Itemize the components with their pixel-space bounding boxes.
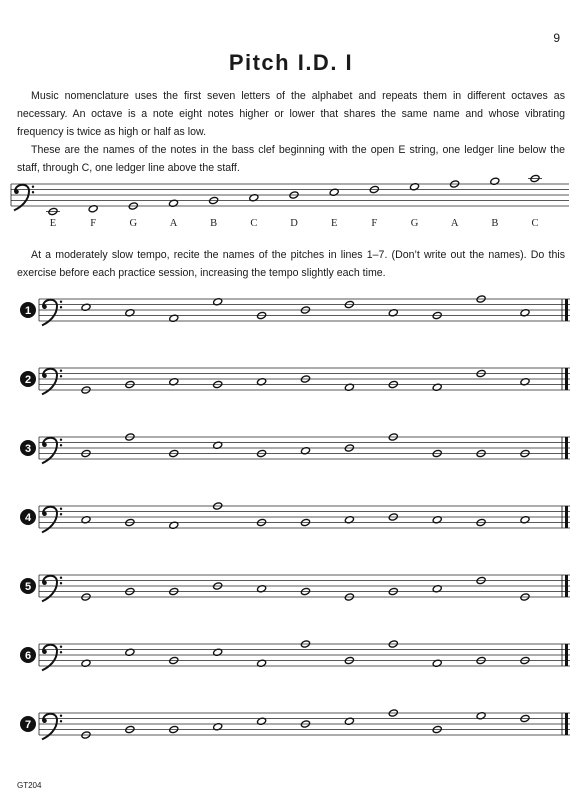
- intro-paragraph-2: These are the names of the notes in the bass clef beginning with the open E string, one ledger line below the staff, through C, one ledger line above the staff.: [17, 144, 565, 174]
- exercise-number: 3: [24, 443, 32, 455]
- bass-clef-icon: [42, 438, 62, 464]
- reference-note-label: E: [330, 218, 338, 229]
- reference-note: [46, 207, 60, 215]
- exercise-number-badge: [20, 440, 36, 456]
- bass-clef-icon: [42, 576, 62, 602]
- reference-note-label: G: [129, 218, 138, 229]
- reference-note-label: G: [410, 218, 419, 229]
- final-barline-thick: [565, 368, 568, 390]
- page-title: Pitch I.D. I: [228, 50, 354, 75]
- bass-clef-icon: [42, 369, 62, 395]
- reference-note-label: C: [531, 218, 539, 229]
- final-barline-thick: [565, 437, 568, 459]
- final-barline-thick: [565, 506, 568, 528]
- exercise-number-badge: [20, 509, 36, 525]
- final-barline-thick: [565, 575, 568, 597]
- reference-note-label: F: [90, 218, 97, 229]
- instructions-text: At a moderately slow tempo, recite the names of the pitches in lines 1–7. (Don’t write out the names). Do this exercise before each practice session, increasing the tempo slightly each time.: [17, 249, 565, 279]
- exercise-number: 1: [24, 305, 32, 317]
- exercise-number-badge: [20, 302, 36, 318]
- exercise-line: [0, 707, 582, 752]
- bass-clef-icon: [42, 300, 62, 326]
- reference-note-label: B: [491, 218, 499, 229]
- bass-clef-icon: [14, 185, 34, 211]
- reference-note-label: D: [290, 218, 298, 229]
- final-barline-thick: [565, 713, 568, 735]
- exercise-number: 4: [24, 512, 32, 524]
- exercise-number: 6: [24, 650, 32, 662]
- reference-note-label: E: [49, 218, 57, 229]
- exercise-line: [0, 293, 582, 338]
- exercise-number-badge: [20, 647, 36, 663]
- exercise-number: 7: [24, 719, 32, 731]
- exercise-line: [0, 500, 582, 545]
- reference-note-label: C: [250, 218, 258, 229]
- exercise-number: 5: [24, 581, 32, 593]
- exercise-line: [0, 638, 582, 683]
- exercise-line: [0, 362, 582, 407]
- exercise-line: [0, 569, 582, 614]
- footer-code: GT204: [17, 781, 42, 790]
- reference-note-label: F: [371, 218, 378, 229]
- exercise-number: 2: [24, 374, 32, 386]
- exercise-line: [0, 431, 582, 476]
- page-number: 9: [553, 31, 560, 45]
- bass-clef-icon: [42, 645, 62, 671]
- bass-clef-icon: [42, 714, 62, 740]
- exercise-number-badge: [20, 716, 36, 732]
- exercise-number-badge: [20, 578, 36, 594]
- note-name-reference-staff: [0, 168, 582, 248]
- bass-clef-icon: [42, 507, 62, 533]
- exercise-number-badge: [20, 371, 36, 387]
- final-barline-thick: [565, 644, 568, 666]
- reference-note: [528, 174, 542, 182]
- reference-note-label: A: [169, 218, 178, 229]
- intro-text: [17, 87, 565, 177]
- exercise-instructions: [17, 246, 565, 282]
- intro-paragraph-1: Music nomenclature uses the first seven letters of the alphabet and repeats them in different octaves as necessary. An octave is a note eight notes higher or lower that shares the same name and whose vibrating frequency is twice as high or half as low.: [17, 90, 565, 138]
- reference-note-label: A: [450, 218, 459, 229]
- final-barline-thick: [565, 299, 568, 321]
- reference-note-label: B: [210, 218, 218, 229]
